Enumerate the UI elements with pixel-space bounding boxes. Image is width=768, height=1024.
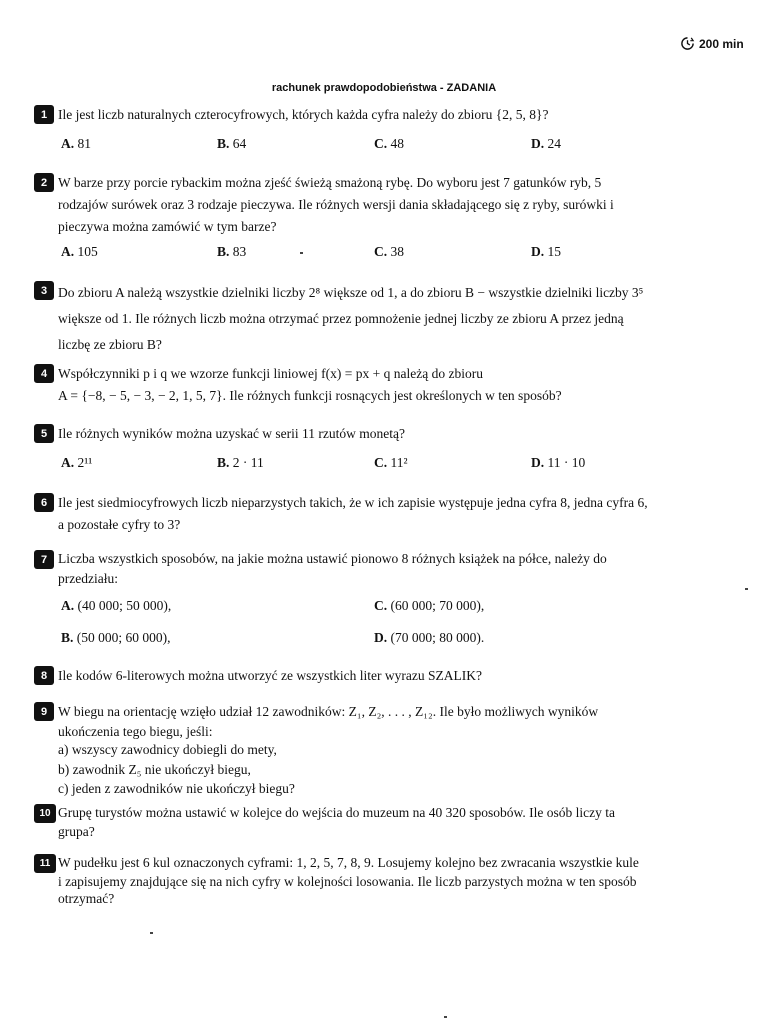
answer-c[interactable]: C. (60 000; 70 000), xyxy=(374,598,485,613)
answer-a[interactable]: A. 81 xyxy=(61,136,91,151)
task-line: c) jeden z zawodników nie ukończył biegu? xyxy=(58,781,295,796)
task-line: W pudełku jest 6 kul oznaczonych cyframi: 1, 2, 5, 7, 8, 9. Losujemy kolejno bez zwracania wszystkie kule xyxy=(58,855,639,870)
task-text xyxy=(58,280,724,358)
task-9 xyxy=(34,701,724,798)
task-number: 1 xyxy=(34,105,54,124)
task-line: b) zawodnik Z₅ nie ukończył biegu, xyxy=(58,762,251,777)
task-6 xyxy=(34,492,724,536)
answer-d[interactable]: D. 11 · 10 xyxy=(531,455,586,470)
task-text xyxy=(58,104,724,126)
answer-a[interactable]: A. 105 xyxy=(61,244,98,259)
task-4 xyxy=(34,363,724,407)
scan-speck xyxy=(745,588,748,590)
task-line: Ile jest siedmiocyfrowych liczb nieparzystych takich, że w ich zapisie występuje jedna cyfra 8, jedna cyfra 6, xyxy=(58,495,648,510)
task-line: a) wszyscy zawodnicy dobiegli do mety, xyxy=(58,742,277,757)
task-line: Ile jest liczb naturalnych czterocyfrowych, których każda cyfra należy do zbioru {2, 5, 8}? xyxy=(58,107,549,122)
task-line: większe od 1. Ile różnych liczb można otrzymać przez pomnożenie jednej liczby ze zbioru A przez jedną xyxy=(58,311,624,326)
task-number: 4 xyxy=(34,364,54,383)
answer-d[interactable]: D. 24 xyxy=(531,136,561,151)
task-number: 5 xyxy=(34,424,54,443)
task-5 xyxy=(34,423,724,445)
task-7 xyxy=(34,549,724,589)
task-number: 10 xyxy=(34,804,56,823)
task-10 xyxy=(34,803,724,841)
task-line: W biegu na orientację wzięło udział 12 zawodników: Z₁, Z₂, . . . , Z₁₂. Ile było możliwych wyników xyxy=(58,704,599,719)
answer-b[interactable]: B. (50 000; 60 000), xyxy=(61,630,171,645)
task-line: A = {−8, − 5, − 3, − 2, 1, 5, 7}. Ile różnych funkcji rosnących jest określonych w ten sposób? xyxy=(58,388,562,403)
task-3 xyxy=(34,280,724,358)
task-line: przedziału: xyxy=(58,571,118,586)
answer-d[interactable]: D. (70 000; 80 000). xyxy=(374,630,485,645)
task-number: 6 xyxy=(34,493,54,512)
scan-speck xyxy=(300,252,303,254)
task-line: Grupę turystów można ustawić w kolejce do wejścia do muzeum na 40 320 sposobów. Ile osób liczy ta xyxy=(58,805,615,820)
task-line: liczbę ze zbioru B? xyxy=(58,337,162,352)
task-11 xyxy=(34,853,724,907)
answer-c[interactable]: C. 48 xyxy=(374,136,404,151)
task-line: Współczynniki p i q we wzorze funkcji liniowej f(x) = px + q należą do zbioru xyxy=(58,366,483,381)
task-text xyxy=(58,363,724,407)
task-number: 8 xyxy=(34,666,54,685)
task-text xyxy=(58,172,724,238)
clock-icon xyxy=(680,36,695,51)
task-line: rodzajów surówek oraz 3 rodzaje pieczywa. Ile różnych wersji dania składającego się z ryby, surówki i xyxy=(58,197,614,212)
task-line: i zapisujemy znajdujące się na nich cyfry w kolejności losowania. Ile liczb parzystych można w ten sposób xyxy=(58,874,637,889)
page-title: rachunek prawdopodobieństwa - ZADANIA xyxy=(271,82,497,94)
task-text xyxy=(58,423,724,445)
answer-c[interactable]: C. 11² xyxy=(374,455,408,470)
task-1 xyxy=(34,104,724,126)
task-line: pieczywa można zamówić w tym barze? xyxy=(58,219,277,234)
task-line: Ile różnych wyników można uzyskać w serii 11 rzutów monetą? xyxy=(58,426,406,441)
task-text xyxy=(58,492,724,536)
task-text xyxy=(58,803,724,841)
task-8 xyxy=(34,665,724,687)
scan-speck xyxy=(150,932,153,934)
task-line: W barze przy porcie rybackim można zjeść świeżą smażoną rybę. Do wyboru jest 7 gatunków ryb, 5 xyxy=(58,175,602,190)
task-number: 2 xyxy=(34,173,54,192)
answer-b[interactable]: B. 83 xyxy=(217,244,247,259)
task-text xyxy=(58,665,724,687)
task-line: Do zbioru A należą wszystkie dzielniki liczby 2⁸ większe od 1, a do zbioru B − wszystkie dzielniki liczby 3⁵ xyxy=(58,285,644,300)
task-text xyxy=(58,853,724,907)
task-text xyxy=(58,549,724,589)
timer xyxy=(680,36,744,51)
answer-b[interactable]: B. 2 · 11 xyxy=(217,455,264,470)
answer-a[interactable]: A. 2¹¹ xyxy=(61,455,93,470)
task-line: otrzymać? xyxy=(58,891,115,906)
task-2 xyxy=(34,172,724,238)
task-line: ukończenia tego biegu, jeśli: xyxy=(58,724,213,739)
task-text xyxy=(58,701,724,798)
task-number: 7 xyxy=(34,550,54,569)
answer-a[interactable]: A. (40 000; 50 000), xyxy=(61,598,172,613)
task-number: 11 xyxy=(34,854,56,873)
task-line: a pozostałe cyfry to 3? xyxy=(58,517,181,532)
task-line: Ile kodów 6-literowych można utworzyć ze wszystkich liter wyrazu SZALIK? xyxy=(58,668,482,683)
task-line: grupa? xyxy=(58,824,95,839)
answer-b[interactable]: B. 64 xyxy=(217,136,247,151)
answer-d[interactable]: D. 15 xyxy=(531,244,561,259)
timer-text: 200 min xyxy=(699,36,744,51)
task-number: 9 xyxy=(34,702,54,721)
answer-c[interactable]: C. 38 xyxy=(374,244,404,259)
scan-speck xyxy=(444,1016,447,1018)
task-line: Liczba wszystkich sposobów, na jakie można ustawić pionowo 8 różnych książek na półce, należy do xyxy=(58,551,607,566)
task-number: 3 xyxy=(34,281,54,300)
